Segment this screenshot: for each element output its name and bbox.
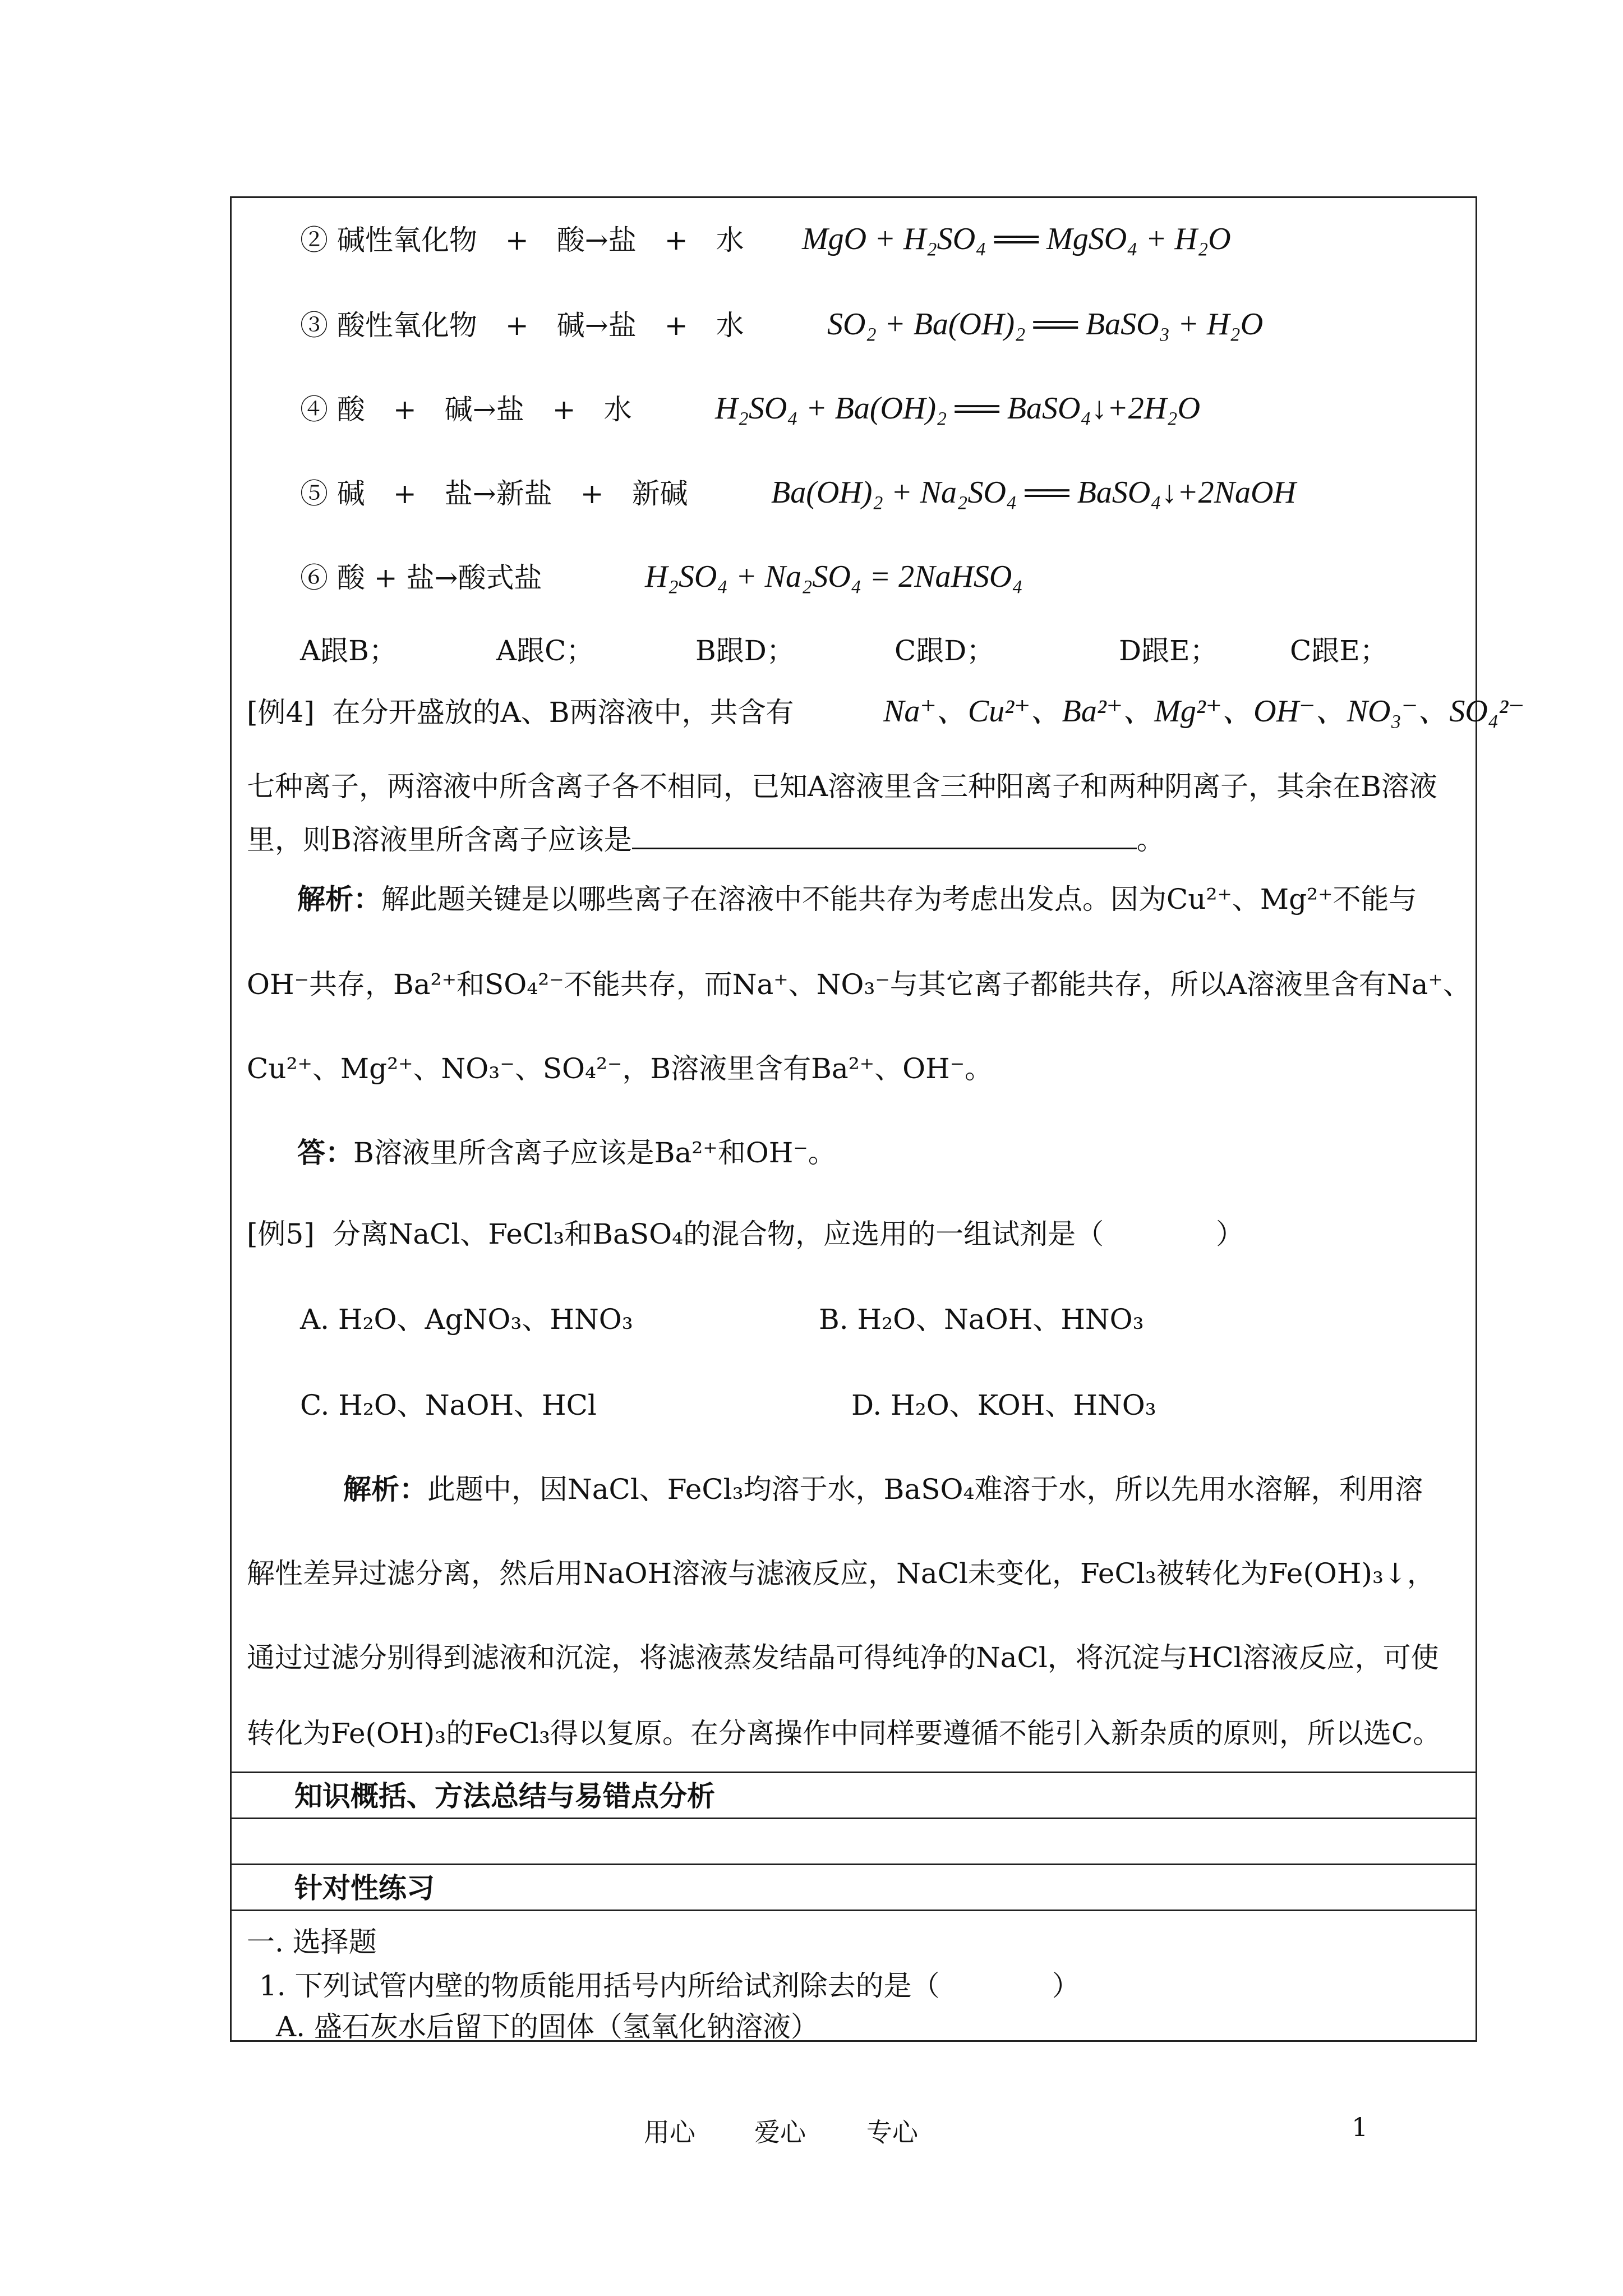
example-5-analysis-line: 通过过滤分别得到滤液和沉淀，将滤液蒸发结晶可得纯净的NaCl，将沉淀与HCl溶液反应，可使: [247, 1641, 1439, 1674]
example-4-ions: Na⁺、Cu²⁺、Ba²⁺、Mg²⁺、OH⁻、NO₃⁻、SO₄²⁻: [883, 694, 1525, 729]
example-4-answer: 答：B溶液里所含离子应该是Ba²⁺和OH⁻。: [297, 1136, 836, 1169]
practice-question-1-option-a: A. 盛石灰水后留下的固体（氢氧化钠溶液）: [276, 2010, 819, 2043]
example-5-analysis-line: 解性差异过滤分离，然后用NaOH溶液与滤液反应，NaCl未变化，FeCl₃被转化为Fe(OH)₃↓，: [247, 1557, 1435, 1590]
reaction-line: ③ 酸性氧化物 + 碱→盐 + 水: [300, 309, 744, 342]
reaction-equation: H₂SO₄ + Na₂SO₄ = 2NaHSO₄: [645, 559, 1023, 594]
reaction-equation: H₂SO₄ + Ba(OH)₂ ══ BaSO₄↓+2H₂O: [715, 391, 1201, 426]
pair-option: D跟E；: [1119, 634, 1218, 667]
option-c: C. H₂O、NaOH、HCl: [300, 1389, 597, 1421]
reaction-equation: SO₂ + Ba(OH)₂ ══ BaSO₃ + H₂O: [827, 307, 1264, 342]
reaction-equation: MgO + H₂SO₄ ══ MgSO₄ + H₂O: [802, 222, 1231, 256]
option-a: A. H₂O、AgNO₃、HNO₃: [300, 1303, 633, 1336]
content-table: [230, 196, 1477, 2042]
practice-question-1: 1. 下列试管内壁的物质能用括号内所给试剂除去的是（ ）: [259, 1970, 1080, 2002]
example-5-question: [例5] 分离NaCl、FeCl₃和BaSO₄的混合物，应选用的一组试剂是（ ）: [247, 1218, 1244, 1250]
example-4-analysis: 解析：解此题关键是以哪些离子在溶液中不能共存为考虑出发点。因为Cu²⁺、Mg²⁺不能与: [297, 882, 1417, 915]
footer-item: 专心: [866, 2117, 918, 2147]
pair-option: A跟B；: [300, 634, 397, 667]
example-5-analysis-line: 转化为Fe(OH)₃的FeCl₃得以复原。在分离操作中同样要遵循不能引入新杂质的原则，所以选C。: [247, 1717, 1441, 1750]
table-divider: [230, 1864, 1477, 1865]
example-4-question-end: 里，则B溶液里所含离子应该是 。: [247, 823, 1165, 856]
table-divider: [230, 1818, 1477, 1819]
reaction-line: ⑥ 酸 + 盐→酸式盐: [300, 562, 542, 594]
practice-heading: 一. 选择题: [247, 1926, 377, 1958]
option-b: B. H₂O、NaOH、HNO₃: [819, 1303, 1144, 1336]
reaction-equation: Ba(OH)₂ + Na₂SO₄ ══ BaSO₄↓+2NaOH: [771, 475, 1296, 510]
page-number: 1: [1352, 2112, 1368, 2142]
reaction-line: ② 碱性氧化物 + 酸→盐 + 水: [300, 224, 744, 256]
option-d: D. H₂O、KOH、HNO₃: [851, 1389, 1156, 1421]
section-summary-title: 知识概括、方法总结与易错点分析: [294, 1779, 715, 1812]
footer-item: 爱心: [754, 2117, 806, 2147]
reaction-line: ④ 酸 + 碱→盐 + 水: [300, 393, 632, 426]
pair-option: A跟C；: [496, 634, 594, 667]
table-divider: [230, 1772, 1477, 1773]
pair-option: C跟E；: [1290, 634, 1388, 667]
section-practice-title: 针对性练习: [294, 1871, 435, 1904]
example-4-question-cont: 七种离子，两溶液中所含离子各不相同，已知A溶液里含三种阳离子和两种阴离子，其余在B溶液: [247, 770, 1437, 803]
reaction-line: ⑤ 碱 + 盐→新盐 + 新碱: [300, 477, 688, 510]
answer-blank[interactable]: [632, 825, 1137, 849]
pair-option: C跟D；: [895, 634, 995, 667]
example-4-analysis-line: Cu²⁺、Mg²⁺、NO₃⁻、SO₄²⁻，B溶液里含有Ba²⁺、OH⁻。: [247, 1052, 993, 1085]
table-divider: [230, 1910, 1477, 1911]
footer-item: 用心: [644, 2117, 695, 2147]
pair-option: B跟D；: [695, 634, 795, 667]
example-4-question: [例4] 在分开盛放的A、B两溶液中，共含有: [247, 696, 794, 729]
example-4-analysis-line: OH⁻共存，Ba²⁺和SO₄²⁻不能共存，而Na⁺、NO₃⁻与其它离子都能共存，所以A溶液里含有Na⁺、: [247, 968, 1471, 1001]
example-5-analysis: 解析：此题中，因NaCl、FeCl₃均溶于水，BaSO₄难溶于水，所以先用水溶解，利用溶: [343, 1473, 1423, 1506]
